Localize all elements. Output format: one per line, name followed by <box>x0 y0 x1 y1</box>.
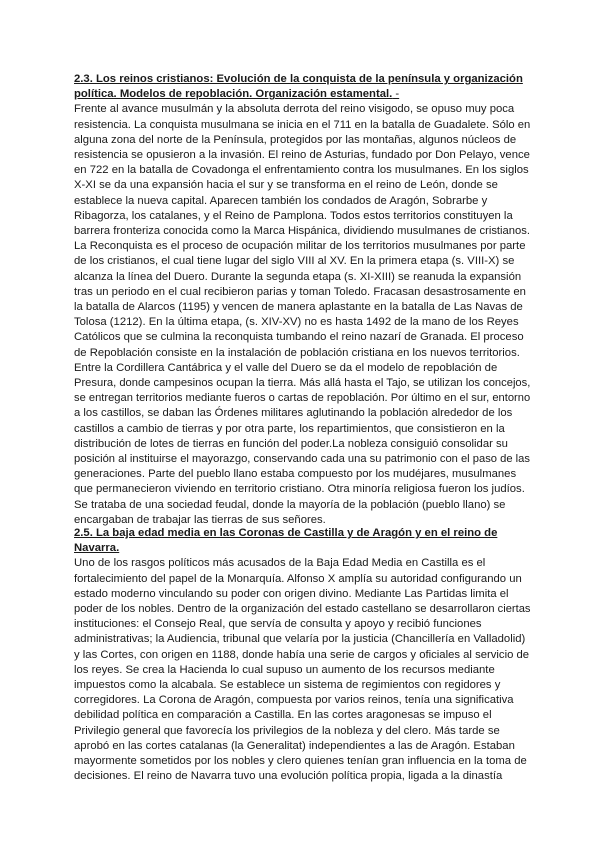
heading-line-text: política. Modelos de repoblación. Organización estamental. <box>74 88 393 101</box>
body-line: Privilegio general que favorecía los privilegios de la nobleza y del clero. Más tarde se <box>74 724 500 737</box>
body-line: barrera fronteriza conocida como la Marca Hispánica, dividiendo musulmanes de cristianos. <box>74 225 530 238</box>
body-line: Católicos que se culmina la reconquista tumbando el reino nazarí de Granada. El proceso <box>74 331 524 344</box>
body-line: distribución de lotes de tierras en función del poder.La nobleza consiguió consolidar su <box>74 437 508 450</box>
body-line: Presura, donde campesinos ocupan la tierra. Más allá hasta el Tajo, se utilizan los concejos, <box>74 377 531 390</box>
section-heading <box>74 72 530 102</box>
body-line: mayormente sometidos por los nobles y clero quienes tenían gran influencia en la toma de <box>74 755 527 768</box>
body-line: Ribagorza, los catalanes, y el Reino de Pamplona. Todos estos territorios constituyen la <box>74 209 513 222</box>
body-line: X-XI se da una expansión hacia el sur y se transforma en el reino de León, donde se <box>74 179 498 192</box>
body-line: impuestos como la alcabala. Se establece un sistema de regimientos con regidores y <box>74 679 501 692</box>
section-body <box>74 102 530 528</box>
body-line: encargaban de trabajar las tierras de sus señores. <box>74 513 326 526</box>
heading-line: 2.3. Los reinos cristianos: Evolución de la conquista de la península y organización <box>74 73 523 85</box>
body-line: corregidores. La Corona de Aragón, compuesta por varios reinos, tenía una significativa <box>74 694 514 707</box>
body-line: la batalla de Alarcos (1195) y vencen de manera aplastante en la batalla de Las Navas de <box>74 301 523 314</box>
section-heading <box>74 526 530 556</box>
body-line: Se trataba de una sociedad feudal, donde la mayoría de la población (pueblo llano) se <box>74 498 506 511</box>
body-line: resistencia se opusieron a la invasión. El reino de Asturias, fundado por Don Pelayo, vence <box>74 149 530 162</box>
body-line: en 722 en la batalla de Covadonga el enfrentamiento contra los musulmanes. En los siglos <box>74 164 529 177</box>
body-line: tras un periodo en el cual recibieron parias y toman Toledo. Fracasan desastrosamente en <box>74 285 526 298</box>
body-line: que permanecieron viviendo en territorio cristiano. Otra minoría religiosa fueron los judíos. <box>74 483 525 496</box>
body-line: alguna zona del norte de la Península, protegidos por las montañas, algunos núcleos de <box>74 133 517 146</box>
body-line: La Reconquista es el proceso de ocupación militar de los territorios musulmanes por parte <box>74 240 526 253</box>
section-reinos-cristianos <box>74 72 530 528</box>
body-line: decisiones. El reino de Navarra tuvo una evolución política propia, ligada a la dinastía <box>74 770 503 783</box>
heading-line: Navarra. <box>74 542 120 555</box>
body-line: generaciones. Parte del pueblo llano estaba compuesto por los mudéjares, musulmanes <box>74 468 517 481</box>
section-baja-edad-media <box>74 526 530 784</box>
heading-line <box>74 87 530 102</box>
body-line: Tolosa (1212). En la última etapa, (s. XIV-XV) no es hasta 1492 de la mano de los Reyes <box>74 316 519 329</box>
body-line: fortalecimiento del papel de la Monarquía. Alfonso X amplía su autoridad configurando un <box>74 572 522 585</box>
body-line: a los castillos, se daban las Órdenes militares aglutinando la población alrededor de los <box>74 407 513 420</box>
body-line: Entre la Cordillera Cantábrica y el valle del Duero se da el modelo de repoblación de <box>74 361 498 374</box>
body-line: establece la nueva capital. Aparecen también los condados de Aragón, Sobrarbe y <box>74 194 488 207</box>
body-line: los reyes. Se crea la Hacienda lo cual supuso un aumento de los recursos mediante <box>74 663 495 676</box>
body-line: poder de los nobles. Dentro de la organización del estado castellano se desarrollaron ciertas <box>74 603 531 616</box>
body-line: Uno de los rasgos políticos más acusados de la Baja Edad Media en Castilla es el <box>74 557 486 570</box>
body-line: alcanza la línea del Duero. Durante la segunda etapa (s. XI-XIII) se reanuda la expansión <box>74 270 522 283</box>
body-line: de los cristianos, el cual tiene lugar del siglo VIII al XV. En la primera etapa (s. VIII-X) se <box>74 255 515 268</box>
heading-tail: - <box>392 88 400 101</box>
heading-line: 2.5. La baja edad media en las Coronas de Castilla y de Aragón y en el reino de <box>74 527 498 539</box>
body-line: aprobó en las cortes catalanas (la Generalitat) independientes a las de Aragón. Estaban <box>74 739 515 752</box>
body-line: administrativas; la Audiencia, tribunal que velaría por la justicia (Chancillería en Valladolid) <box>74 633 526 646</box>
body-line: y las Cortes, con origen en 1188, donde había una serie de cargos y oficiales al servicio de <box>74 648 530 661</box>
body-line: estado moderno vinculando su poder con origen divino. Mediante Las Partidas limita el <box>74 587 509 600</box>
body-line: se entregan territorios mediante fueros o cartas de repoblación. Por último en el sur, entorno <box>74 392 531 405</box>
section-body <box>74 556 530 784</box>
body-line: Frente al avance musulmán y la absoluta derrota del reino visigodo, se opuso muy poca <box>74 103 515 116</box>
body-line: posición al instituirse el mayorazgo, conservando cada una su patrimonio con el paso de las <box>74 453 530 466</box>
body-line: resistencia. La conquista musulmana se inicia en el 711 en la batalla de Guadalete. Sólo en <box>74 118 531 131</box>
body-line: castillos a cambio de tierras y por otra parte, los repartimientos, que consistieron en la <box>74 422 505 435</box>
body-line: instituciones: el Consejo Real, que servía de consulta y apoyo y recibió funciones <box>74 618 482 631</box>
body-line: debilidad política en comparación a Castilla. En las cortes aragonesas se impuso el <box>74 709 492 722</box>
body-line: de Repoblación consiste en la instalación de población cristiana en los nuevos territorios. <box>74 346 520 359</box>
